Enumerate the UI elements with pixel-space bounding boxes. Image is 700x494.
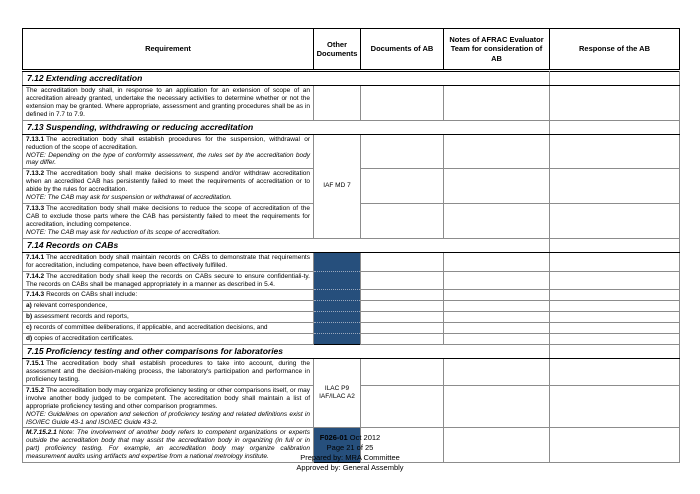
section-title-713: 7.13 Suspending, withdrawing or reducing accreditation: [23, 120, 550, 134]
documents-of-ab-cell: [361, 86, 444, 121]
documents-of-ab-cell: [361, 359, 444, 386]
clause-text: The accreditation body shall establish procedures to take into account, during the assessment and the decision-making process, the laboratory's participation and performance in proficiency testing.: [26, 360, 310, 383]
response-cell: [550, 301, 680, 312]
row-7141: [23, 252, 680, 271]
clause-number: 7.14.1: [26, 253, 45, 261]
response-cell: [550, 334, 680, 345]
notes-cell: [444, 169, 550, 204]
documents-of-ab-cell: [361, 334, 444, 345]
section-title-715: 7.15 Proficiency testing and other comparisons for laboratories: [23, 345, 550, 359]
notes-cell: [444, 301, 550, 312]
list-letter: c): [26, 324, 32, 332]
footer-page-number: Page 21 of 25: [326, 443, 374, 452]
row-714-item-a: [23, 301, 680, 312]
clause-number: 7.14.3: [26, 291, 45, 299]
col-header-other-documents: Other Documents: [314, 29, 361, 70]
notes-cell: [444, 290, 550, 301]
section-title-712: 7.12 Extending accreditation: [23, 72, 550, 86]
requirement-cell: [23, 204, 314, 239]
clause-note: NOTE: The CAB may ask for suspension or withdrawal of accreditation.: [26, 194, 232, 202]
notes-cell: [444, 86, 550, 121]
list-letter: d): [26, 335, 33, 343]
clause-text: The accreditation body shall establish procedures for the suspension, withdrawal or reduction of the scope of accreditation.: [26, 135, 310, 151]
requirement-cell: [23, 271, 314, 290]
other-documents-cell: [314, 86, 361, 121]
section-row-713: [23, 120, 680, 134]
response-cell: [550, 290, 680, 301]
other-documents-cell-highlighted: [314, 290, 361, 301]
documents-of-ab-cell: [361, 204, 444, 239]
documents-of-ab-cell: [361, 323, 444, 334]
list-text: assessment records and reports,: [34, 313, 129, 321]
clause-number: M.7.15.2.1: [26, 429, 57, 437]
list-letter: a): [26, 302, 32, 310]
row-714-item-c: [23, 323, 680, 334]
clause-text: Records on CABs shall include:: [46, 291, 138, 299]
col-header-notes-of-afrac: Notes of AFRAC Evaluator Team for consideration of AB: [444, 29, 550, 70]
clause-text: Note: The involvement of another body refers to competent organizations or experts outside the accreditation body that may assist the accreditation body in organizing (in full or in part) proficiency testing. For example, an accreditation body may organize calibration measurement audits using artifacts and expertise from a national metrology institute.: [26, 429, 310, 461]
other-documents-cell-iaf-md7: [314, 134, 361, 238]
footer-doc-code: F026-01: [319, 433, 348, 442]
notes-cell: [444, 385, 550, 428]
section-row-715: [23, 345, 680, 359]
clause-number: 7.15.2: [26, 386, 45, 394]
requirements-table: [22, 71, 680, 463]
clause-note: NOTE: The CAB may ask for reduction of its scope of accreditation.: [26, 228, 221, 236]
row-7142: [23, 271, 680, 290]
requirement-cell: [23, 290, 314, 301]
clause-note: NOTE: Guidelines on operation and selection of proficiency testing and related definitions exist in ISO/IEC Guide 43-1 and ISO/IEC Guide 43-2.: [26, 410, 310, 426]
list-text: copies of accreditation certificates.: [34, 335, 134, 343]
documents-of-ab-cell: [361, 252, 444, 271]
requirement-cell: [23, 86, 314, 121]
other-doc-label: IAF MD 7: [323, 182, 351, 189]
clause-text: The accreditation body shall, in response to an application for an extension of scope of an accreditation already granted, undertake the necessary activities to determine whether or not the extension may be granted. Where appropriate, assessment and granting procedures shall be as in defined in 7.7 to 7.9.: [26, 87, 310, 118]
row-7151: [23, 359, 680, 386]
clause-text: The accreditation body shall make decisions to reduce the scope of accreditation of the CAB to exclude those parts where the CAB has persistently failed to meet the requirements for accreditation, including competence.: [26, 205, 310, 228]
response-cell: [550, 345, 680, 359]
notes-cell: [444, 204, 550, 239]
header-row: [23, 29, 680, 70]
response-cell: [550, 86, 680, 121]
response-cell: [550, 204, 680, 239]
other-documents-cell-highlighted: [314, 252, 361, 271]
response-cell: [550, 359, 680, 386]
row-714-item-d: [23, 334, 680, 345]
requirement-cell: [23, 385, 314, 428]
response-cell: [550, 120, 680, 134]
clause-number: 7.13.2: [26, 170, 45, 178]
page-footer: [0, 433, 700, 473]
documents-of-ab-cell: [361, 385, 444, 428]
clause-number: 7.13.1: [26, 135, 45, 143]
documents-of-ab-cell: [361, 312, 444, 323]
other-documents-cell-highlighted: [314, 334, 361, 345]
list-text: relevant correspondence,: [33, 302, 108, 310]
requirement-cell: [23, 323, 314, 334]
notes-cell: [444, 359, 550, 386]
notes-cell: [444, 312, 550, 323]
clause-text: The accreditation body may organize proficiency testing or other comparisons itself, or may involve another body judged to be competent. The accreditation body shall maintain a list of appropriate proficiency testing and other comparison programmes.: [26, 386, 310, 410]
notes-cell: [444, 334, 550, 345]
other-documents-cell-highlighted: [314, 323, 361, 334]
response-cell: [550, 252, 680, 271]
requirement-cell: [23, 312, 314, 323]
requirement-cell: [23, 169, 314, 204]
notes-cell: [444, 252, 550, 271]
section-title-714: 7.14 Records on CABs: [23, 238, 550, 252]
response-cell: [550, 385, 680, 428]
requirement-cell: [23, 252, 314, 271]
other-documents-cell-ilac: [314, 359, 361, 428]
footer-prepared-by: Prepared by: MRA Committee: [300, 453, 400, 462]
clause-text: The accreditation body shall maintain records on CABs to demonstrate that requirements for accreditation, including competence, have been effectively fulfilled.: [26, 253, 310, 269]
row-714-item-b: [23, 312, 680, 323]
row-712-body: [23, 86, 680, 121]
other-documents-cell-highlighted: [314, 271, 361, 290]
list-text: records of committee deliberations, if applicable, and accreditation decisions, and: [33, 324, 268, 332]
section-row-714: [23, 238, 680, 252]
col-header-requirement: Requirement: [23, 29, 314, 70]
footer-approved-by: Approved by: General Assembly: [296, 463, 404, 472]
documents-of-ab-cell: [361, 134, 444, 169]
documents-of-ab-cell: [361, 271, 444, 290]
response-cell: [550, 323, 680, 334]
clause-text: The accreditation body shall make decisions to suspend and/or withdraw accreditation when an accredited CAB has persistently failed to meet the requirements of accreditation or to abide by the rules for accreditation.: [26, 170, 310, 194]
documents-of-ab-cell: [361, 169, 444, 204]
col-header-documents-of-ab: Documents of AB: [361, 29, 444, 70]
footer-doc-date: Oct 2012: [347, 433, 381, 442]
list-letter: b): [26, 313, 33, 321]
documents-of-ab-cell: [361, 290, 444, 301]
requirement-cell: [23, 359, 314, 386]
other-doc-label: IAF/ILAC A2: [319, 393, 355, 401]
other-documents-cell-highlighted: [314, 312, 361, 323]
response-cell: [550, 312, 680, 323]
notes-cell: [444, 323, 550, 334]
other-documents-cell-highlighted: [314, 301, 361, 312]
clause-number: 7.13.3: [26, 205, 45, 213]
clause-text: The accreditation body shall keep the records on CABs secure to ensure confidentiali-ty. The records on CABs shall be managed appropriately in a manner as described in 5.4.: [26, 272, 310, 288]
table-column-header: [22, 28, 680, 70]
col-header-response-of-ab: Response of the AB: [550, 29, 680, 70]
notes-cell: [444, 134, 550, 169]
clause-note: NOTE: Depending on the type of conformity assessment, the rules set by the accreditation body may differ.: [26, 151, 310, 167]
requirement-cell: [23, 134, 314, 169]
requirement-cell: [23, 301, 314, 312]
clause-number: 7.14.2: [26, 272, 45, 280]
footer-doc-line: [0, 433, 700, 443]
response-cell: [550, 134, 680, 169]
response-cell: [550, 271, 680, 290]
documents-of-ab-cell: [361, 301, 444, 312]
row-7131: [23, 134, 680, 169]
requirement-cell: [23, 334, 314, 345]
row-7143: [23, 290, 680, 301]
notes-cell: [444, 271, 550, 290]
response-cell: [550, 238, 680, 252]
other-doc-label: ILAC P9: [324, 384, 350, 392]
response-cell: [550, 72, 680, 86]
response-cell: [550, 169, 680, 204]
clause-number: 7.15.1: [26, 360, 45, 368]
section-row-712: [23, 72, 680, 86]
